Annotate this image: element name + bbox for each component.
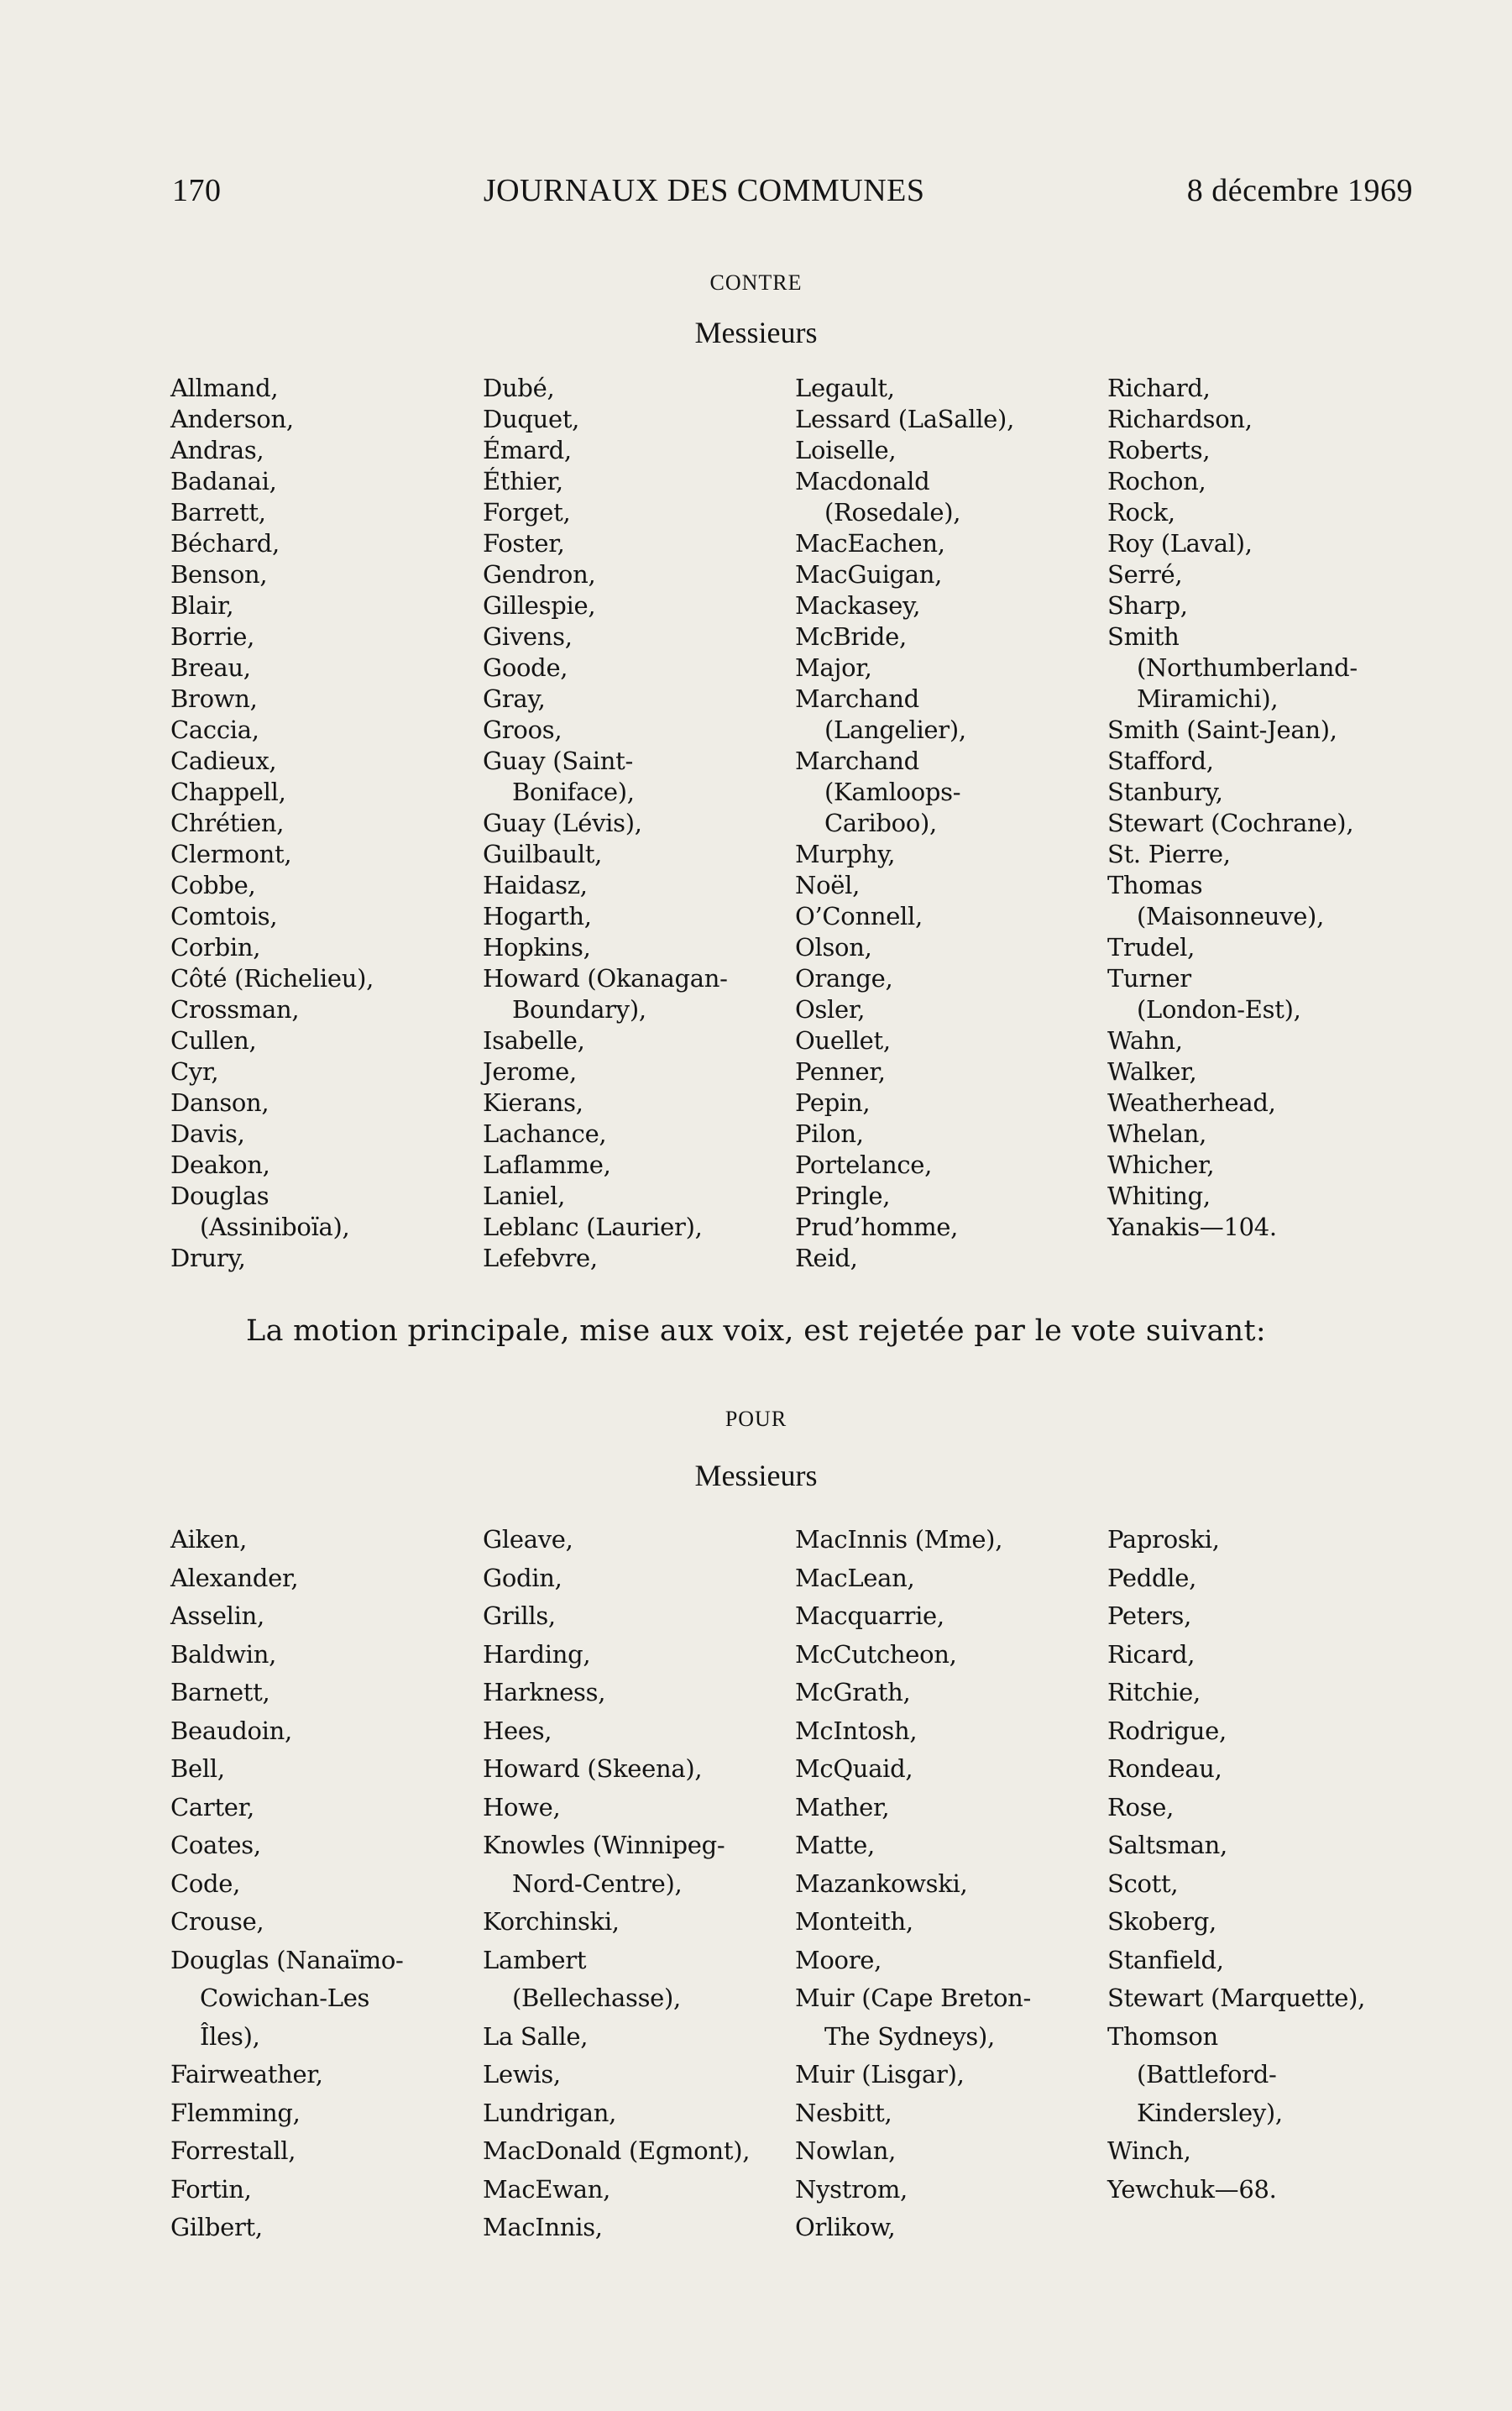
contre-subheading: Messieurs — [694, 316, 818, 349]
member-name: Mazankowski, — [795, 1869, 968, 1898]
member-name: McQuaid, — [795, 1754, 913, 1783]
member-name: Laflamme, — [483, 1150, 611, 1179]
member-name: Béchard, — [170, 529, 280, 558]
member-name: Richard, — [1107, 374, 1211, 402]
member-name: Guay (Saint- — [483, 747, 634, 775]
member-name: Murphy, — [795, 840, 896, 868]
member-name: McCutcheon, — [795, 1639, 957, 1669]
member-name: Paproski, — [1107, 1525, 1220, 1554]
journal-title: JOURNAUX DES COMMUNES — [483, 173, 925, 208]
member-name-continuation: (Langelier), — [824, 715, 966, 744]
member-name: Howard (Okanagan- — [483, 964, 728, 993]
member-name: Muir (Cape Breton- — [795, 1984, 1031, 2012]
member-name: Asselin, — [170, 1601, 264, 1630]
member-name-continuation: (Bellechasse), — [512, 1984, 681, 2012]
member-name: Roberts, — [1107, 436, 1211, 464]
member-name: Gillespie, — [483, 591, 596, 620]
member-name: Yanakis—104. — [1107, 1213, 1277, 1241]
member-name: Crossman, — [170, 995, 300, 1024]
member-name: Noël, — [795, 871, 860, 899]
member-name: Marchand — [795, 684, 919, 713]
member-name: Gendron, — [483, 560, 596, 589]
member-name: Grills, — [483, 1601, 556, 1630]
member-name: Émard, — [483, 436, 572, 464]
member-name-continuation: The Sydneys), — [824, 2021, 995, 2051]
contre-column-3 — [795, 373, 1107, 1274]
member-name: Duquet, — [483, 405, 580, 433]
member-name: Lachance, — [483, 1119, 607, 1148]
member-name-continuation: Îles), — [200, 2021, 260, 2051]
member-name: Sharp, — [1107, 591, 1188, 620]
member-name: Korchinski, — [483, 1907, 620, 1936]
member-name: Howard (Skeena), — [483, 1754, 703, 1783]
member-name: Andras, — [170, 436, 264, 464]
member-name: Smith — [1107, 622, 1180, 651]
member-name: Ritchie, — [1107, 1678, 1201, 1706]
member-name: Nesbitt, — [795, 2098, 892, 2127]
member-name: Rochon, — [1107, 467, 1206, 495]
member-name: MacDonald (Egmont), — [483, 2136, 751, 2165]
member-name: Osler, — [795, 995, 866, 1024]
member-name-continuation: (London-Est), — [1137, 995, 1301, 1024]
member-name: Knowles (Winnipeg- — [483, 1831, 725, 1859]
member-name-continuation: (Battleford- — [1137, 2060, 1277, 2089]
member-name: Muir (Lisgar), — [795, 2060, 965, 2089]
member-name: MacEachen, — [795, 529, 945, 558]
member-name: Rondeau, — [1107, 1754, 1222, 1783]
member-name: Pepin, — [795, 1088, 871, 1117]
member-name-continuation: Cowichan-Les — [200, 1984, 370, 2012]
member-name: Cullen, — [170, 1026, 257, 1055]
member-name: Anderson, — [170, 405, 294, 433]
member-name: Côté (Richelieu), — [170, 964, 374, 993]
member-name: Fortin, — [170, 2174, 252, 2204]
member-name-continuation: (Kamloops- — [824, 778, 961, 806]
member-name: Ricard, — [1107, 1639, 1195, 1669]
member-name: Reid, — [795, 1244, 858, 1272]
member-name: Harkness, — [483, 1678, 606, 1706]
member-name: Dubé, — [483, 374, 555, 402]
member-name: Gleave, — [483, 1525, 573, 1554]
member-name: Lefebvre, — [483, 1244, 598, 1272]
member-name: Rose, — [1107, 1792, 1175, 1821]
member-name: Douglas (Nanaïmo- — [170, 1945, 404, 1974]
member-name: Trudel, — [1107, 933, 1195, 962]
member-name: Hogarth, — [483, 902, 592, 930]
member-name: Moore, — [795, 1945, 882, 1974]
member-name: Mackasey, — [795, 591, 921, 620]
member-name: Lessard (LaSalle), — [795, 405, 1014, 433]
member-name: Marchand — [795, 747, 919, 775]
member-name: McBride, — [795, 622, 907, 651]
member-name: Peters, — [1107, 1601, 1192, 1630]
member-name: Bell, — [170, 1754, 225, 1783]
contre-column-4 — [1107, 373, 1420, 1274]
member-name: Yewchuk—68. — [1107, 2174, 1277, 2204]
member-name: Brown, — [170, 684, 258, 713]
member-name: Groos, — [483, 715, 562, 744]
member-name-continuation: (Northumberland- — [1137, 653, 1358, 682]
member-name: Major, — [795, 653, 872, 682]
member-name: Nowlan, — [795, 2136, 897, 2165]
member-name: Saltsman, — [1107, 1831, 1227, 1859]
member-name-continuation: Nord-Centre), — [512, 1869, 683, 1898]
member-name: Rock, — [1107, 498, 1175, 527]
member-name: Turner — [1107, 964, 1191, 993]
member-name: Stafford, — [1107, 747, 1214, 775]
member-name-continuation: Boundary), — [512, 995, 646, 1024]
member-name: Guay (Lévis), — [483, 809, 642, 837]
member-name: Stewart (Marquette), — [1107, 1984, 1366, 2012]
member-name: Legault, — [795, 374, 895, 402]
member-name: Howe, — [483, 1792, 561, 1821]
member-name: Éthier, — [483, 467, 563, 495]
member-name-continuation: Cariboo), — [824, 809, 937, 837]
member-name: MacInnis, — [483, 2213, 603, 2241]
member-name: Crouse, — [170, 1907, 264, 1936]
page-date: 8 décembre 1969 — [1186, 173, 1413, 208]
member-name: Laniel, — [483, 1182, 566, 1210]
member-name: Lambert — [483, 1945, 587, 1974]
page-number: 170 — [172, 173, 222, 208]
member-name: Cyr, — [170, 1057, 219, 1086]
pour-column-1 — [170, 1521, 483, 2247]
member-name: Forrestall, — [170, 2136, 296, 2165]
member-name: Roy (Laval), — [1107, 529, 1253, 558]
member-name: Comtois, — [170, 902, 278, 930]
member-name: Pringle, — [795, 1182, 891, 1210]
member-name: Code, — [170, 1869, 241, 1898]
member-name: Hees, — [483, 1716, 552, 1745]
member-name: Penner, — [795, 1057, 886, 1086]
member-name: St. Pierre, — [1107, 840, 1231, 868]
member-name: Portelance, — [795, 1150, 933, 1179]
pour-column-4 — [1107, 1521, 1420, 2247]
member-name: Leblanc (Laurier), — [483, 1213, 703, 1241]
member-name: MacInnis (Mme), — [795, 1525, 1003, 1554]
member-name: Skoberg, — [1107, 1907, 1216, 1936]
member-name: Olson, — [795, 933, 872, 962]
contre-column-2 — [483, 373, 795, 1274]
member-name: Gray, — [483, 684, 546, 713]
member-name: Walker, — [1107, 1057, 1197, 1086]
member-name: Haidasz, — [483, 871, 588, 899]
member-name: Matte, — [795, 1831, 875, 1859]
member-name: Carter, — [170, 1792, 254, 1821]
member-name-continuation: Miramichi), — [1137, 684, 1279, 713]
motion-result-text: La motion principale, mise aux voix, est rejetée par le vote suivant: — [246, 1314, 1266, 1348]
member-name: Loiselle, — [795, 436, 897, 464]
member-name: Macquarrie, — [795, 1601, 944, 1630]
member-name: La Salle, — [483, 2021, 589, 2051]
member-name: Chrétien, — [170, 809, 285, 837]
contre-name-list — [170, 373, 1396, 1274]
member-name: Stanbury, — [1107, 778, 1223, 806]
member-name: Drury, — [170, 1244, 246, 1272]
member-name: Baldwin, — [170, 1639, 277, 1669]
member-name: Nystrom, — [795, 2174, 908, 2204]
pour-heading: POUR — [725, 1407, 787, 1431]
member-name: Serré, — [1107, 560, 1183, 589]
member-name: Richardson, — [1107, 405, 1253, 433]
member-name: Barrett, — [170, 498, 266, 527]
pour-column-2 — [483, 1521, 795, 2247]
member-name: Cadieux, — [170, 747, 277, 775]
member-name: Deakon, — [170, 1150, 270, 1179]
member-name: Clermont, — [170, 840, 292, 868]
member-name: Pilon, — [795, 1119, 864, 1148]
member-name: Aiken, — [170, 1525, 248, 1554]
member-name: Cobbe, — [170, 871, 256, 899]
member-name: Lewis, — [483, 2060, 561, 2089]
member-name: MacLean, — [795, 1563, 915, 1592]
member-name: Blair, — [170, 591, 234, 620]
member-name: Hopkins, — [483, 933, 591, 962]
member-name: Chappell, — [170, 778, 286, 806]
member-name: Monteith, — [795, 1907, 913, 1936]
member-name: Foster, — [483, 529, 565, 558]
page-header — [172, 172, 1413, 209]
member-name: Douglas — [170, 1182, 269, 1210]
member-name: Davis, — [170, 1119, 245, 1148]
member-name: Caccia, — [170, 715, 259, 744]
member-name: Forget, — [483, 498, 571, 527]
member-name: Stewart (Cochrane), — [1107, 809, 1354, 837]
member-name: Borrie, — [170, 622, 255, 651]
member-name: Rodrigue, — [1107, 1716, 1227, 1745]
member-name: O’Connell, — [795, 902, 923, 930]
member-name: Thomson — [1107, 2021, 1218, 2051]
member-name: Scott, — [1107, 1869, 1179, 1898]
contre-column-1 — [170, 373, 483, 1274]
pour-name-list — [170, 1521, 1396, 2247]
member-name: Danson, — [170, 1088, 269, 1117]
member-name: Whiting, — [1107, 1182, 1211, 1210]
member-name: Badanai, — [170, 467, 277, 495]
member-name: Whelan, — [1107, 1119, 1207, 1148]
member-name: McGrath, — [795, 1678, 911, 1706]
member-name: Barnett, — [170, 1678, 270, 1706]
member-name: Coates, — [170, 1831, 261, 1859]
member-name: MacGuigan, — [795, 560, 943, 589]
member-name-continuation: (Assiniboïa), — [200, 1213, 350, 1241]
pour-column-3 — [795, 1521, 1107, 2247]
member-name-continuation: Kindersley), — [1137, 2098, 1283, 2127]
member-name: Peddle, — [1107, 1563, 1197, 1592]
member-name: Mather, — [795, 1792, 890, 1821]
member-name: Fairweather, — [170, 2060, 323, 2089]
member-name: Isabelle, — [483, 1026, 585, 1055]
member-name: Smith (Saint-Jean), — [1107, 715, 1337, 744]
member-name: Beaudoin, — [170, 1716, 292, 1745]
member-name: Macdonald — [795, 467, 930, 495]
member-name: Allmand, — [170, 374, 279, 402]
member-name: Kierans, — [483, 1088, 583, 1117]
member-name: Ouellet, — [795, 1026, 891, 1055]
member-name: Flemming, — [170, 2098, 301, 2127]
member-name: Goode, — [483, 653, 568, 682]
member-name: Wahn, — [1107, 1026, 1183, 1055]
member-name: Prud’homme, — [795, 1213, 959, 1241]
member-name: Godin, — [483, 1563, 562, 1592]
member-name: Givens, — [483, 622, 573, 651]
member-name: Breau, — [170, 653, 251, 682]
member-name: Thomas — [1107, 871, 1203, 899]
member-name: Alexander, — [170, 1563, 299, 1592]
member-name: McIntosh, — [795, 1716, 918, 1745]
member-name: Guilbault, — [483, 840, 603, 868]
member-name: Lundrigan, — [483, 2098, 617, 2127]
member-name: Jerome, — [483, 1057, 577, 1086]
member-name-continuation: Boniface), — [512, 778, 635, 806]
contre-heading: CONTRE — [709, 270, 803, 295]
member-name: Orange, — [795, 964, 893, 993]
member-name: Corbin, — [170, 933, 261, 962]
member-name: MacEwan, — [483, 2174, 611, 2204]
member-name: Winch, — [1107, 2136, 1191, 2165]
member-name: Orlikow, — [795, 2213, 896, 2241]
member-name: Gilbert, — [170, 2213, 263, 2241]
member-name: Benson, — [170, 560, 268, 589]
member-name-continuation: (Maisonneuve), — [1137, 902, 1324, 930]
member-name: Harding, — [483, 1639, 591, 1669]
pour-subheading: Messieurs — [694, 1459, 818, 1492]
member-name: Whicher, — [1107, 1150, 1215, 1179]
member-name: Stanfield, — [1107, 1945, 1224, 1974]
member-name: Weatherhead, — [1107, 1088, 1276, 1117]
member-name-continuation: (Rosedale), — [824, 498, 961, 527]
